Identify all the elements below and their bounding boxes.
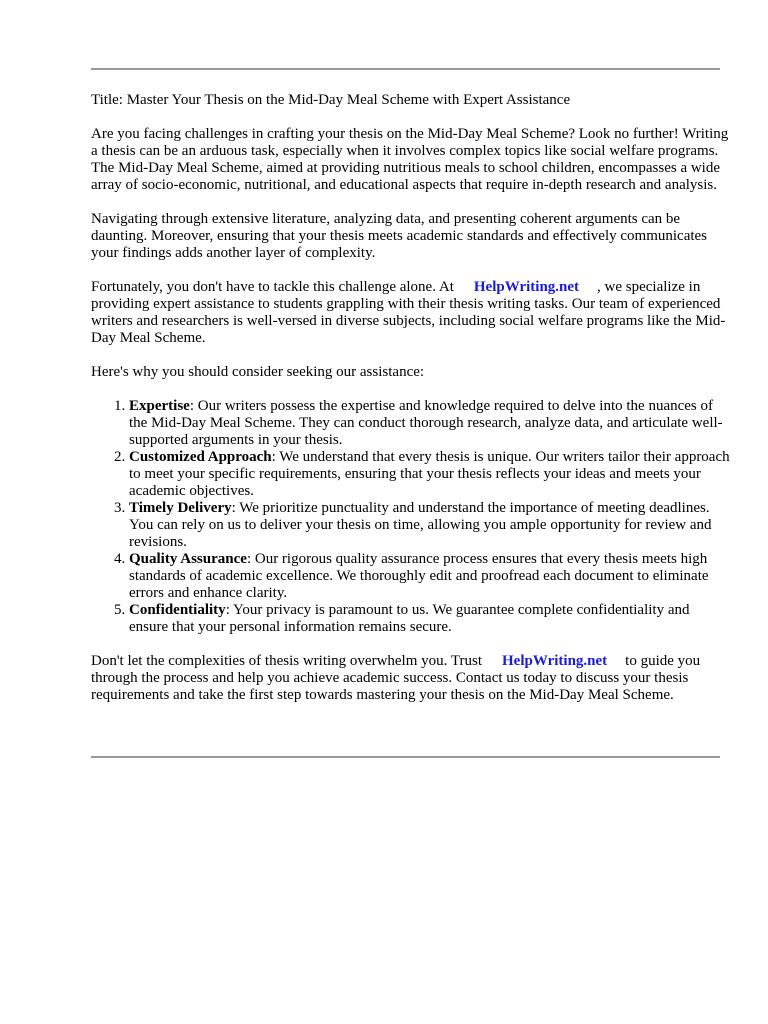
- document-title: Title: Master Your Thesis on the Mid-Day Meal Scheme with Expert Assistance: [91, 92, 571, 108]
- list-item-text: : We understand that every thesis is unique. Our writers tailor their approach to meet your specific requirements, ensuring that your thesis reflects your ideas and meets your academic objectives.: [129, 449, 730, 499]
- list-item-term: Timely Delivery: [129, 500, 232, 516]
- helpwriting-link[interactable]: HelpWriting.net: [473, 279, 580, 295]
- closing-text-after: to guide you through the process and help you achieve academic success. Contact us today to discuss your thesis requirements and take the first step towards mastering your thesis on the Mid-Day Meal Scheme.: [91, 653, 701, 703]
- list-item: [129, 398, 731, 449]
- closing-paragraph: [91, 653, 731, 704]
- list-item: [129, 602, 731, 636]
- list-item-text: : Your privacy is paramount to us. We guarantee complete confidentiality and ensure that your personal information remains secure.: [129, 602, 690, 635]
- intro-paragraph: Are you facing challenges in crafting your thesis on the Mid-Day Meal Scheme? Look no further! Writing a thesis can be an arduous task, especially when it involves complex topics like social welfare programs. The Mid-Day Meal Scheme, aimed at providing nutritious meals to school children, encompasses a wide array of socio-economic, nutritional, and educational aspects that require in-depth research and analysis.: [91, 126, 729, 193]
- challenges-paragraph: Navigating through extensive literature, analyzing data, and presenting coherent arguments can be daunting. Moreover, ensuring that your thesis meets academic standards and effectively communicates your findings adds another layer of complexity.: [91, 211, 708, 261]
- list-item-text: : We prioritize punctuality and understand the importance of meeting deadlines. You can rely on us to deliver your thesis on time, allowing you ample opportunity for review and revisions.: [129, 500, 712, 550]
- helpwriting-link-closing[interactable]: HelpWriting.net: [502, 653, 608, 669]
- list-item: [129, 500, 731, 551]
- benefits-list: [91, 398, 731, 636]
- service-text-after: , we specialize in providing expert assistance to students grappling with their thesis writing tasks. Our team of experienced writers and researchers is well-versed in diverse subjects, including social welfare programs like the Mid-Day Meal Scheme.: [91, 279, 726, 346]
- list-item: [129, 449, 731, 500]
- list-item-text: : Our writers possess the expertise and knowledge required to delve into the nuances of the Mid-Day Meal Scheme. They can conduct thorough research, analyze data, and articulate well-supported arguments in your thesis.: [129, 398, 723, 448]
- list-item-term: Expertise: [129, 398, 190, 414]
- service-text-before: Fortunately, you don't have to tackle this challenge alone. At: [91, 279, 454, 295]
- list-item: [129, 551, 731, 602]
- list-intro: Here's why you should consider seeking our assistance:: [91, 364, 425, 380]
- list-item-term: Quality Assurance: [129, 551, 247, 567]
- service-paragraph: [91, 279, 731, 347]
- bottom-divider: [91, 756, 720, 758]
- list-item-term: Confidentiality: [129, 602, 226, 618]
- list-item-term: Customized Approach: [129, 449, 272, 465]
- document-body: [91, 92, 731, 721]
- closing-text-before: Don't let the complexities of thesis writing overwhelm you. Trust: [91, 653, 483, 669]
- list-item-text: : Our rigorous quality assurance process ensures that every thesis meets high standards of academic excellence. We thoroughly edit and proofread each document to eliminate errors and enhance clarity.: [129, 551, 709, 601]
- top-divider: [91, 68, 720, 70]
